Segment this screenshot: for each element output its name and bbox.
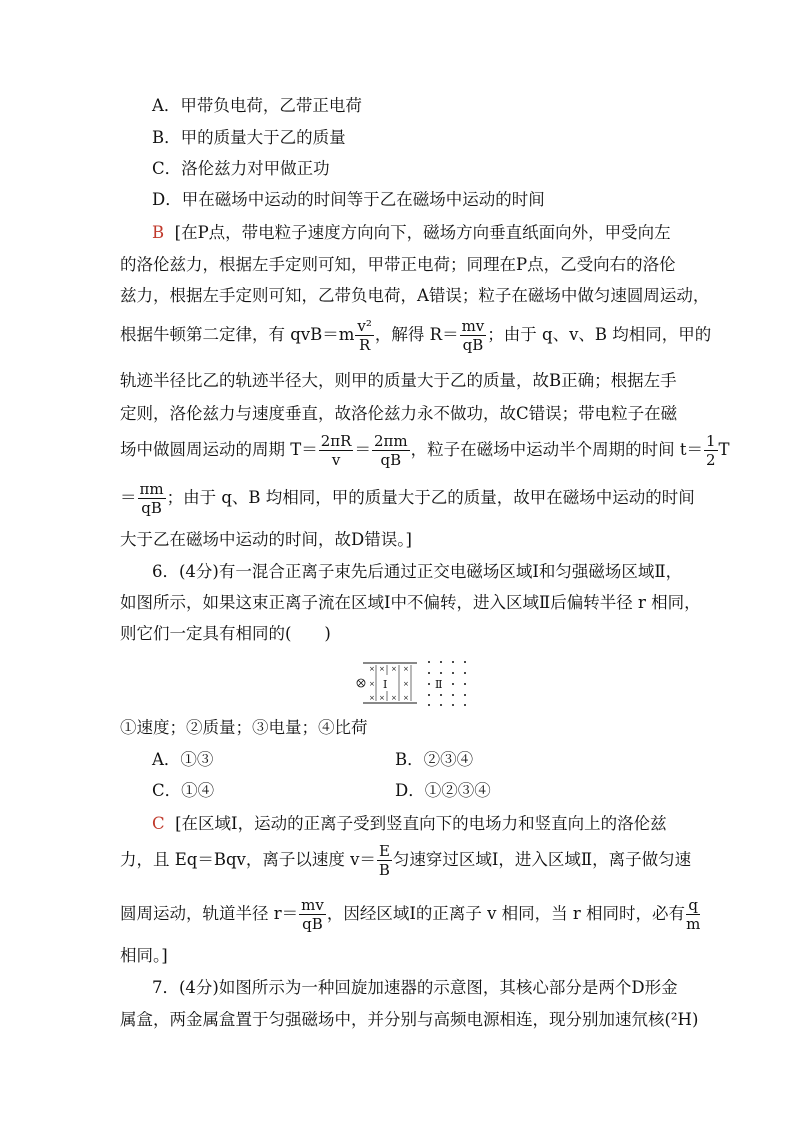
q6-answer-letter: C — [152, 814, 165, 833]
q6-stem-line: 则它们一定具有相同的( ) — [120, 624, 331, 643]
svg-text:×: × — [379, 694, 385, 702]
svg-text:×: × — [391, 665, 397, 673]
text-segment: ，粒子在磁场中运动半个周期的时间 t＝ — [410, 440, 703, 459]
fraction-denominator: v — [331, 451, 341, 469]
fraction-2piR-over-v — [319, 432, 354, 469]
fraction-numerator: 2πm — [373, 432, 408, 450]
svg-text:×: × — [369, 694, 375, 702]
field-regions-diagram — [355, 657, 475, 709]
q6-option-a: A．①③ — [152, 750, 214, 769]
q6-explanation-line — [120, 894, 701, 934]
q6-explanation-line — [120, 840, 691, 880]
q6-explanation-line: 相同。] — [120, 946, 168, 965]
svg-text:×: × — [379, 665, 385, 673]
q5-explanation-line: 定则，洛伦兹力与速度垂直，故洛伦兹力永不做功，故C错误；带电粒子在磁 — [120, 404, 678, 423]
fraction-denominator: qB — [302, 915, 323, 933]
fraction-numerator: πm — [139, 480, 164, 498]
q5-option-b: B．甲的质量大于乙的质量 — [152, 128, 346, 147]
fraction-numerator: 1 — [706, 432, 716, 450]
q5-explanation-line: 的洛伦兹力，根据左手定则可知，甲带正电荷；同理在P点，乙受向右的洛伦 — [120, 255, 676, 274]
text-segment: 力，且 Eq＝Bqv，离子以速度 v＝ — [120, 850, 376, 869]
svg-text:×: × — [403, 680, 409, 688]
text-segment: T — [718, 440, 730, 459]
fraction-denominator: B — [378, 861, 390, 879]
q5-explanation-line — [152, 223, 671, 243]
q5-explanation-text: [在P点，带电粒子速度方向向下，磁场方向垂直纸面向外，甲受向左 — [174, 223, 671, 242]
fraction-denominator: R — [359, 336, 371, 354]
text-segment: ；由于 q、v、B 均相同，甲的 — [487, 325, 712, 344]
fraction-denominator: m — [686, 915, 701, 933]
q5-option-a: A．甲带负电荷，乙带正电荷 — [152, 96, 362, 115]
q5-option-d: D．甲在磁场中运动的时间等于乙在磁场中运动的时间 — [152, 190, 545, 209]
svg-text:×: × — [403, 694, 409, 702]
q5-explanation-line — [120, 315, 711, 355]
fraction-v2-over-r — [355, 317, 374, 354]
text-segment: 根据牛顿第二定律，有 qvB＝m — [120, 325, 355, 344]
fraction-denominator: qB — [380, 451, 402, 469]
text-segment: ，因经区域Ⅰ的正离子 v 相同，当 r 相同时，必有 — [326, 904, 686, 923]
q5-answer-letter: B — [152, 223, 165, 242]
fraction-pim-over-qb — [138, 480, 166, 517]
svg-text:×: × — [403, 665, 409, 673]
q7-stem-line: 7．(4分)如图所示为一种回旋加速器的示意图，其核心部分是两个D形金 — [152, 978, 678, 997]
q6-explanation-text: [在区域Ⅰ，运动的正离子受到竖直向下的电场力和竖直向上的洛伦兹 — [175, 814, 667, 833]
text-segment: ＝ — [354, 440, 371, 459]
region-one-label: Ⅰ — [383, 678, 388, 691]
fraction-numerator: mv — [301, 896, 324, 914]
fraction-denominator: qB — [462, 336, 484, 354]
q6-option-b: B．②③④ — [395, 750, 474, 769]
q6-items: ①速度；②质量；③电量；④比荷 — [120, 718, 368, 737]
fraction-numerator: q — [686, 896, 700, 915]
q6-option-d: D．①②③④ — [395, 781, 491, 800]
text-segment: 圆周运动，轨道半径 r＝ — [120, 904, 299, 923]
q6-stem-line: 如图所示，如果这束正离子流在区域Ⅰ中不偏转，进入区域Ⅱ后偏转半径 r 相同， — [120, 593, 701, 612]
q6-explanation-line — [152, 814, 667, 834]
region-two-label: Ⅱ — [435, 678, 443, 691]
q6-option-c: C．①④ — [152, 781, 215, 800]
fraction-mv-over-qb — [299, 896, 326, 933]
svg-text:×: × — [369, 665, 375, 673]
svg-text:×: × — [391, 694, 397, 702]
q5-explanation-line — [120, 430, 730, 470]
fraction-numerator: 2πR — [320, 432, 352, 450]
q5-explanation-line — [120, 478, 695, 518]
fraction-numerator: E — [378, 842, 390, 860]
fraction-denominator: qB — [141, 499, 162, 517]
text-segment: ；由于 q、B 均相同，甲的质量大于乙的质量，故甲在磁场中运动的时间 — [166, 488, 695, 507]
q7-stem-line: 属盒，两金属盒置于匀强磁场中，并分别与高频电源相连，现分别加速氘核(²H) — [120, 1010, 699, 1029]
q5-option-c: C．洛伦兹力对甲做正功 — [152, 159, 330, 178]
q5-explanation-line: 大于乙在磁场中运动的时间，故D错误。] — [120, 530, 412, 549]
fraction-numerator: v² — [357, 317, 372, 335]
fraction-q-over-m — [686, 896, 700, 933]
fraction-mv-over-qb — [460, 317, 487, 354]
q6-stem-line: 6．(4分)有一混合正离子束先后通过正交电磁场区域Ⅰ和匀强磁场区域Ⅱ， — [152, 562, 683, 581]
fraction-numerator: mv — [461, 317, 485, 335]
magnetic-field-out-of-page-icon — [428, 661, 466, 706]
fraction-denominator: 2 — [706, 451, 716, 469]
text-segment: ＝ — [120, 488, 137, 507]
fraction-one-half — [704, 432, 718, 469]
fraction-e-over-b — [377, 842, 392, 879]
q5-explanation-line: 兹力，根据左手定则可知，乙带负电荷，A错误；粒子在磁场中做匀速圆周运动， — [120, 286, 710, 305]
q5-explanation-line: 轨迹半径比乙的轨迹半径大，则甲的质量大于乙的质量，故B正确；根据左手 — [120, 371, 677, 390]
fraction-2pim-over-qb — [372, 432, 410, 469]
text-segment: 场中做圆周运动的周期 T＝ — [120, 440, 318, 459]
text-segment: 匀速穿过区域Ⅰ，进入区域Ⅱ，离子做匀速 — [392, 850, 692, 869]
text-segment: ，解得 R＝ — [374, 325, 459, 344]
svg-text:×: × — [369, 680, 375, 688]
